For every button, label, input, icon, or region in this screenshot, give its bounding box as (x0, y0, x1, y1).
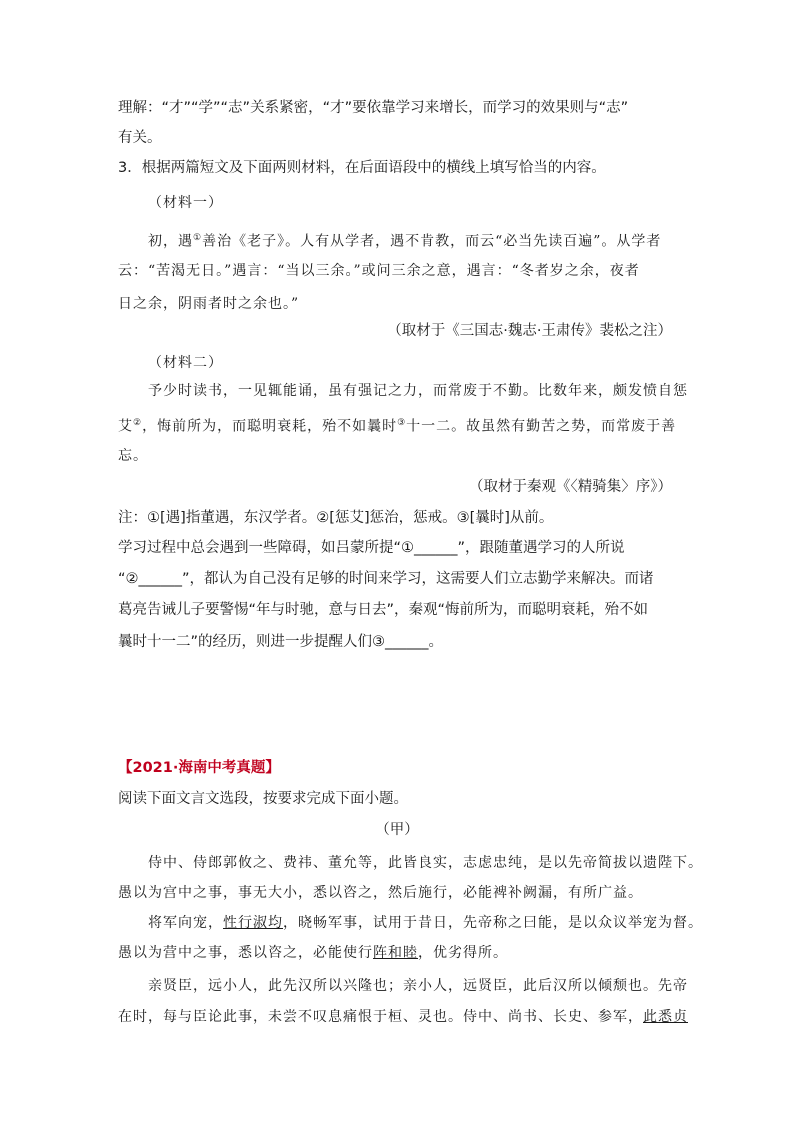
material-2-text: 忘。 (118, 448, 148, 464)
passage-text: 亲贤臣，远小人，此先汉所以兴隆也；亲小人，远贤臣，此后汉所以倾颓也。先帝 (148, 978, 688, 994)
fill-in-paragraph: “②______”，都认为自己没有足够的时间来学习，这需要人们立志勤学来解决。而诸 (118, 571, 654, 587)
material-1-text: 初，遇①善治《老子》。人有从学者，遇不肯教，而云“必当先读百遍”。从学者 (148, 233, 662, 250)
text-line: 有关。 (118, 130, 162, 146)
material-2-source: （取材于秦观《〈精骑集〉序》） (469, 479, 672, 495)
section-tag: 【2021·海南中考真题】 (118, 760, 280, 776)
footnote-marker: ① (193, 233, 203, 243)
question-3: 3．根据两篇短文及下面两则材料，在后面语段中的横线上填写恰当的内容。 (118, 160, 606, 176)
footnote-marker: ③ (397, 418, 407, 428)
passage-text: 侍中、侍郎郭攸之、费祎、董允等，此皆良实，志虑忠纯，是以先帝简拔以遗陛下。 (148, 855, 703, 871)
material-2-text: 艾②，悔前所为，而聪明衰耗，殆不如曩时③十一二。故虽然有勤苦之势，而常废于善 (118, 418, 677, 435)
material-1-title: （材料一） (148, 195, 223, 211)
fill-in-paragraph: 葛亮告诫儿子要警惕“年与时驰，意与日去”，秦观“悔前所为，而聪明衰耗，殆不如 (118, 602, 649, 618)
passage-text: 在时，每与臣论此事，未尝不叹息痛恨于桓、灵也。侍中、尚书、长史、参军，此悉贞 (118, 1009, 688, 1025)
material-1-source: （取材于《三国志·魏志·王肃传》裴松之注） (387, 323, 672, 339)
passage-text: 愚以为宫中之事，事无大小，悉以咨之，然后施行，必能裨补阙漏，有所广益。 (118, 885, 643, 901)
passage-text: 将军向宠，性行淑均，晓畅军事，试用于昔日，先帝称之曰能，是以众议举宠为督。 (148, 915, 703, 931)
material-1-text: 云：“苦渴无日。”遇言：“当以三余。”或问三余之意，遇言：“冬者岁之余，夜者 (118, 263, 640, 279)
underlined-phrase: 性行淑均 (223, 915, 283, 931)
footnote-marker: ② (133, 418, 143, 428)
material-2-title: （材料二） (148, 355, 223, 371)
material-2-text: 予少时读书，一见辄能诵，虽有强记之力，而常废于不勤。比数年来，颇发愤自惩 (148, 383, 688, 399)
fill-in-paragraph: 学习过程中总会遇到一些障碍，如吕蒙所提“①______”，跟随董遇学习的人所说 (118, 540, 625, 556)
underlined-phrase: 此悉贞 (643, 1009, 688, 1025)
annotation-note: 注：①[遇]指董遇，东汉学者。②[惩艾]惩治，惩戒。③[曩时]从前。 (118, 510, 554, 526)
text-line: 理解：“才”“学”“志”关系紧密，“才”要依靠学习来增长，而学习的效果则与“志” (118, 100, 629, 116)
passage-text: 愚以为营中之事，悉以咨之，必能使行阵和睦，优劣得所。 (118, 945, 508, 961)
material-1-text: 日之余，阴雨者时之余也。” (118, 296, 300, 312)
underlined-phrase: 阵和睦 (373, 945, 418, 961)
section-intro: 阅读下面文言文选段，按要求完成下面小题。 (118, 791, 408, 807)
passage-label: （甲） (375, 822, 419, 838)
fill-in-paragraph: 曩时十一二”的经历，则进一步提醒人们③______。 (118, 634, 444, 650)
